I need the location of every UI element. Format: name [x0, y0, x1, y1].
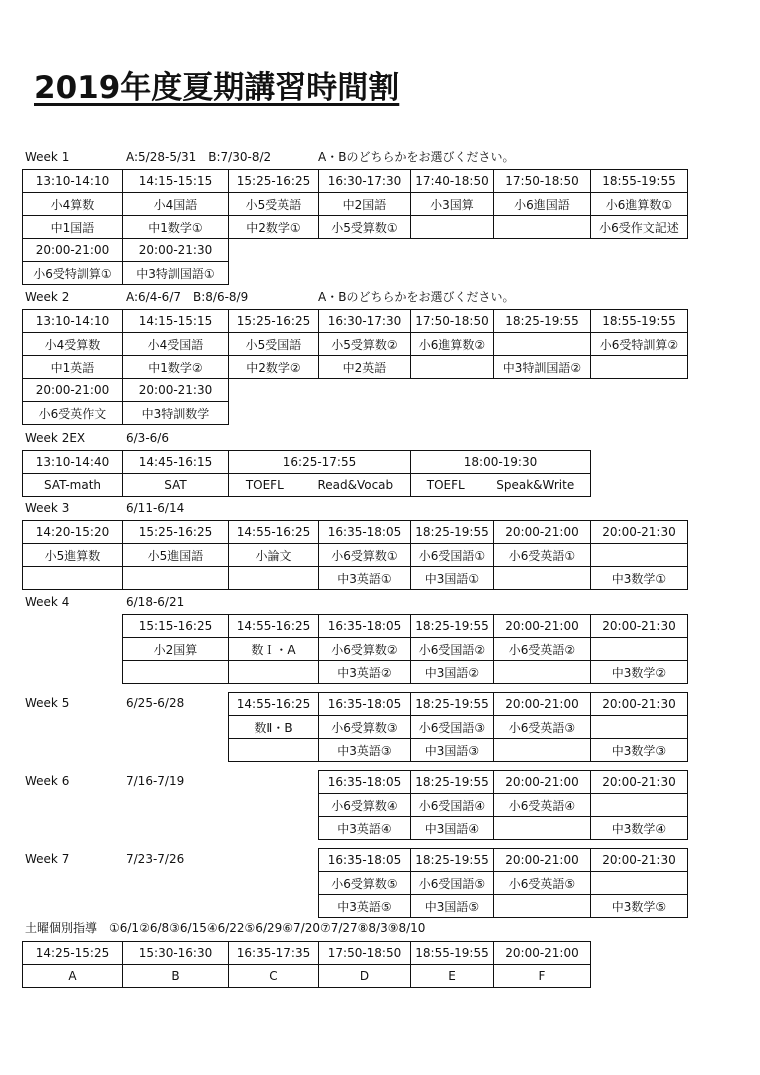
class-cell: 中2数学①	[228, 215, 319, 239]
week-label: Week 4	[25, 595, 70, 609]
class-cell: 中3数学③	[590, 738, 688, 762]
class-cell: 小6進国語	[493, 192, 591, 216]
class-cell: 中1数学①	[122, 215, 229, 239]
class-cell: 小4国語	[122, 192, 229, 216]
time-header-cell: 14:45-16:15	[122, 450, 229, 474]
class-cell: 中3国語①	[410, 566, 494, 590]
week-label: Week 1	[25, 150, 70, 164]
time-header-cell: 15:25-16:25	[122, 520, 229, 544]
class-cell: 中3英語③	[318, 738, 411, 762]
course-name: TOEFL	[245, 478, 284, 492]
time-header-cell: 17:50-18:50	[493, 169, 591, 193]
class-cell	[228, 660, 319, 684]
class-cell	[493, 660, 591, 684]
class-cell: 小6受算数④	[318, 793, 411, 817]
time-header-cell: 17:50-18:50	[318, 941, 411, 965]
class-cell: 中3国語⑤	[410, 894, 494, 918]
class-cell: 中3数学②	[590, 660, 688, 684]
week-dates: A:6/4-6/7 B:8/6-8/9	[126, 290, 249, 304]
class-cell: 小6受特訓算②	[590, 332, 688, 356]
time-header-cell: 16:25-17:55	[228, 450, 411, 474]
class-cell: 小2国算	[122, 637, 229, 661]
class-cell: 小6受国語⑤	[410, 871, 494, 895]
class-cell: 小6受英語③	[493, 715, 591, 739]
class-cell	[228, 738, 319, 762]
week-note: A・Bのどちらかをお選びください。	[318, 290, 515, 304]
time-header-cell: 13:10-14:40	[22, 450, 123, 474]
time-header-cell: 14:20-15:20	[22, 520, 123, 544]
class-cell: 中1数学②	[122, 355, 229, 379]
class-cell-merged	[228, 473, 411, 497]
time-header-cell: 16:35-18:05	[318, 692, 411, 716]
week-label: Week 3	[25, 501, 70, 515]
class-cell: 小6受作文記述	[590, 215, 688, 239]
class-cell: 小5進算数	[22, 543, 123, 567]
slot-cell: B	[122, 964, 229, 988]
time-header-cell: 16:35-18:05	[318, 520, 411, 544]
class-cell: 小6受英語②	[493, 637, 591, 661]
week-label: Week 5	[25, 696, 70, 710]
slot-cell: D	[318, 964, 411, 988]
class-cell: 小6受算数③	[318, 715, 411, 739]
class-cell: 中2国語	[318, 192, 411, 216]
class-cell: 中3特訓数学	[122, 401, 229, 425]
week-label: Week 6	[25, 774, 70, 788]
class-cell: 小5受算数②	[318, 332, 411, 356]
class-cell: 小5受英語	[228, 192, 319, 216]
time-header-cell: 17:40-18:50	[410, 169, 494, 193]
class-cell: SAT-math	[22, 473, 123, 497]
class-cell	[228, 566, 319, 590]
class-cell	[590, 871, 688, 895]
week-dates: A:5/28-5/31 B:7/30-8/2	[126, 150, 272, 164]
week-label: Week 2EX	[25, 431, 86, 445]
class-cell	[590, 637, 688, 661]
class-cell: 小6進算数①	[590, 192, 688, 216]
class-cell	[493, 566, 591, 590]
time-header-cell: 18:55-19:55	[590, 309, 688, 333]
saturday-label: 土曜個別指導 ①6/1②6/8③6/15④6/22⑤6/29⑥7/20⑦7/27⑧8/3⑨8/10	[25, 921, 426, 935]
time-header-cell: 18:25-19:55	[410, 848, 494, 872]
class-cell: 小6受英語⑤	[493, 871, 591, 895]
class-cell: 小6受算数⑤	[318, 871, 411, 895]
time-header-cell: 18:55-19:55	[410, 941, 494, 965]
class-cell: 小6受算数②	[318, 637, 411, 661]
time-header-cell: 14:15-15:15	[122, 169, 229, 193]
class-cell	[410, 215, 494, 239]
class-cell	[590, 715, 688, 739]
class-cell: 小6受特訓算①	[22, 261, 123, 285]
class-cell: 小6受国語②	[410, 637, 494, 661]
class-cell: 中3英語②	[318, 660, 411, 684]
slot-cell: A	[22, 964, 123, 988]
class-cell: 小6進算数②	[410, 332, 494, 356]
class-cell: 中3数学①	[590, 566, 688, 590]
class-cell	[493, 332, 591, 356]
time-header-cell: 18:25-19:55	[410, 520, 494, 544]
class-cell	[590, 543, 688, 567]
class-cell: 小6受英語④	[493, 793, 591, 817]
class-cell: 数Ⅱ・B	[228, 715, 319, 739]
time-header-cell: 16:30-17:30	[318, 309, 411, 333]
week-dates: 6/25-6/28	[126, 696, 185, 710]
week-note: A・Bのどちらかをお選びください。	[318, 150, 515, 164]
time-header-cell: 20:00-21:30	[590, 692, 688, 716]
class-cell: 小4受国語	[122, 332, 229, 356]
time-header-cell: 20:00-21:00	[493, 848, 591, 872]
class-cell: 小6受国語①	[410, 543, 494, 567]
class-cell: 小4算数	[22, 192, 123, 216]
class-cell: 中3英語⑤	[318, 894, 411, 918]
week-dates: 6/3-6/6	[126, 431, 169, 445]
week-dates: 6/11-6/14	[126, 501, 185, 515]
class-cell: 中2英語	[318, 355, 411, 379]
slot-cell: C	[228, 964, 319, 988]
class-cell: 小6受算数①	[318, 543, 411, 567]
time-header-cell: 20:00-21:00	[493, 692, 591, 716]
time-header-cell: 16:35-18:05	[318, 770, 411, 794]
class-cell: 小6受国語③	[410, 715, 494, 739]
time-header-cell: 16:35-18:05	[318, 614, 411, 638]
class-cell: SAT	[122, 473, 229, 497]
time-header-cell: 18:00-19:30	[410, 450, 591, 474]
week-label: Week 7	[25, 852, 70, 866]
class-cell	[22, 566, 123, 590]
week-label: Week 2	[25, 290, 70, 304]
time-header-cell: 20:00-21:30	[590, 770, 688, 794]
week-dates: 7/16-7/19	[126, 774, 185, 788]
time-header-cell: 18:25-19:55	[410, 614, 494, 638]
class-cell: 中3国語②	[410, 660, 494, 684]
time-header-cell: 20:00-21:30	[590, 614, 688, 638]
class-cell: 小5受国語	[228, 332, 319, 356]
class-cell	[493, 215, 591, 239]
time-header-cell: 20:00-21:30	[590, 520, 688, 544]
time-header-cell: 16:35-17:35	[228, 941, 319, 965]
time-header-cell: 18:55-19:55	[590, 169, 688, 193]
class-cell: 小6受英語①	[493, 543, 591, 567]
class-cell: 中3英語④	[318, 816, 411, 840]
class-cell	[493, 738, 591, 762]
slot-cell: F	[493, 964, 591, 988]
class-cell: 小4受算数	[22, 332, 123, 356]
class-cell	[590, 793, 688, 817]
slot-cell: E	[410, 964, 494, 988]
week-dates: 7/23-7/26	[126, 852, 185, 866]
class-cell: 小論文	[228, 543, 319, 567]
class-cell: 20:00-21:30	[122, 378, 229, 402]
course-name: TOEFL	[426, 478, 465, 492]
class-cell: 中1英語	[22, 355, 123, 379]
time-header-cell: 17:50-18:50	[410, 309, 494, 333]
time-header-cell: 20:00-21:00	[493, 520, 591, 544]
class-cell: 中3英語①	[318, 566, 411, 590]
time-header-cell: 14:55-16:25	[228, 692, 319, 716]
class-cell: 中3数学⑤	[590, 894, 688, 918]
class-cell: 小6受英作文	[22, 401, 123, 425]
time-header-cell: 16:30-17:30	[318, 169, 411, 193]
class-cell: 中3数学④	[590, 816, 688, 840]
class-cell: 数Ｉ・A	[228, 637, 319, 661]
time-header-cell: 13:10-14:10	[22, 169, 123, 193]
time-header-cell: 20:00-21:00	[493, 770, 591, 794]
time-header-cell: 20:00-21:00	[493, 941, 591, 965]
class-cell: 中2数学②	[228, 355, 319, 379]
time-header-cell: 20:00-21:00	[493, 614, 591, 638]
time-header-cell: 14:55-16:25	[228, 520, 319, 544]
time-header-cell: 15:25-16:25	[228, 309, 319, 333]
class-cell	[122, 566, 229, 590]
time-header-cell: 14:25-15:25	[22, 941, 123, 965]
class-cell	[493, 816, 591, 840]
time-header-cell: 14:55-16:25	[228, 614, 319, 638]
class-cell-merged	[410, 473, 591, 497]
time-header-cell: 20:00-21:30	[590, 848, 688, 872]
time-header-cell: 14:15-15:15	[122, 309, 229, 333]
class-cell: 20:00-21:30	[122, 238, 229, 262]
class-cell: 20:00-21:00	[22, 378, 123, 402]
class-cell	[410, 355, 494, 379]
page-title: 2019年度夏期講習時間割	[34, 70, 400, 106]
class-cell: 小6受国語④	[410, 793, 494, 817]
time-header-cell: 18:25-19:55	[410, 770, 494, 794]
time-header-cell: 15:30-16:30	[122, 941, 229, 965]
class-cell: 中3特訓国語①	[122, 261, 229, 285]
time-header-cell: 16:35-18:05	[318, 848, 411, 872]
time-header-cell: 18:25-19:55	[410, 692, 494, 716]
class-cell: 中3特訓国語②	[493, 355, 591, 379]
time-header-cell: 13:10-14:10	[22, 309, 123, 333]
class-cell	[122, 660, 229, 684]
class-cell: 20:00-21:00	[22, 238, 123, 262]
class-cell	[590, 355, 688, 379]
time-header-cell: 15:15-16:25	[122, 614, 229, 638]
class-cell: 中3国語③	[410, 738, 494, 762]
class-cell: 小5受算数①	[318, 215, 411, 239]
class-cell: 小3国算	[410, 192, 494, 216]
class-cell	[493, 894, 591, 918]
class-cell: 中3国語④	[410, 816, 494, 840]
week-dates: 6/18-6/21	[126, 595, 185, 609]
class-cell: 中1国語	[22, 215, 123, 239]
time-header-cell: 15:25-16:25	[228, 169, 319, 193]
course-topic: Speak&Write	[496, 478, 575, 492]
time-header-cell: 18:25-19:55	[493, 309, 591, 333]
course-topic: Read&Vocab	[317, 478, 394, 492]
class-cell: 小5進国語	[122, 543, 229, 567]
